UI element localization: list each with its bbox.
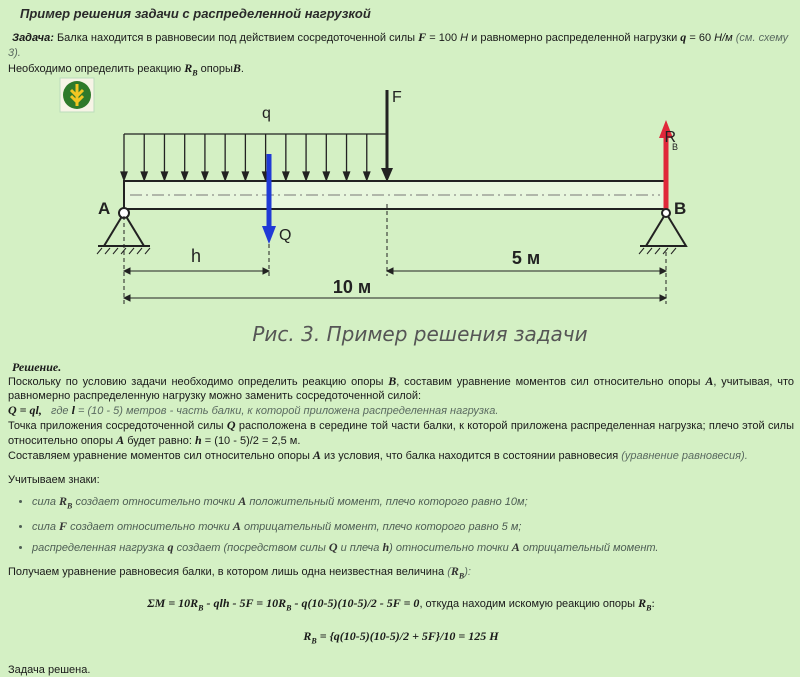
load-arrowhead	[141, 172, 147, 180]
page-title: Пример решения задачи с распределенной нагрузкой	[20, 6, 371, 21]
load-arrowhead	[242, 172, 248, 180]
load-arrowhead	[161, 172, 167, 180]
force-unit: Н	[460, 32, 469, 44]
force-value: = 100	[429, 32, 458, 44]
dimension-h: h	[190, 246, 202, 266]
equation-intro: Получаем уравнение равновесия балки, в котором лишь одна неизвестная величина $(R_B)$:	[8, 564, 471, 581]
load-unit: Н/м	[714, 32, 733, 44]
task-text: и равномерно распределенной нагрузки	[471, 32, 678, 44]
load-arrowhead	[182, 172, 188, 180]
load-arrowhead	[344, 172, 350, 180]
signs-heading: Учитываем знаки:	[8, 474, 100, 486]
load-value: = 60	[689, 32, 712, 44]
load-arrowhead	[303, 172, 309, 180]
solution-heading: Решение.	[12, 360, 62, 374]
force-symbol: F	[418, 30, 427, 44]
load-arrowhead	[222, 172, 228, 180]
label-R: R	[664, 129, 676, 146]
load-arrowhead	[364, 172, 370, 180]
load-arrowhead	[202, 172, 208, 180]
beam-diagram	[60, 76, 687, 352]
reaction-result: $R_B = \{q(10-5)(10-5)/2 + 5F\}/10 = 125$ Н	[303, 629, 499, 646]
task-text: Балка находится в равновесии под действием сосредоточенной силы	[56, 32, 416, 44]
label-A: A	[98, 199, 111, 218]
solution-paragraph-2: Точка приложения сосредоточенной силы Q расположена в середине той части балки, к которой приложена распределенная нагрузка; плечо этой силы относительно опоры A будет равно: h = (10 - 5)/2 = 2,5 м.	[8, 418, 794, 447]
signs-list	[20, 491, 794, 558]
task-text: Необходимо определить реакцию	[8, 63, 182, 75]
reaction-symbol: $R_B$	[184, 61, 198, 78]
task-statement: Задача: Балка находится в равновесии под действием сосредоточенной силы F = 100 Н и равномерно распределенной нагрузки q = 60 Н/м (см. схему 3). Необходимо определить реакцию $R_B$ опорыB.	[8, 30, 789, 78]
label-Q: Q	[279, 227, 292, 244]
load-arrowhead	[323, 172, 329, 180]
distributed-load	[121, 134, 390, 180]
label-B: B	[674, 199, 687, 218]
dimension-lines	[124, 204, 666, 304]
solution-paragraph-1: Поскольку по условию задачи необходимо определить реакцию опоры B, составим уравнение моментов сил относительно опоры A, учитывая, что равномерно распределенную нагрузку можно заменить сосредоточенной силой:	[8, 374, 794, 402]
load-equivalent-formula: Q = ql, где l = (10 - 5) метров - часть балки, к которой приложена распределенная нагрузка.	[8, 403, 499, 417]
solution-section	[8, 360, 794, 677]
label-q: q	[262, 105, 271, 122]
dimension-10m: 10 м	[332, 277, 372, 297]
list-item: • сила $R_B$ создает относительно точки A положительный момент, плечо которого равно 10м;	[32, 491, 794, 516]
support-symbol: B	[232, 61, 241, 75]
logo-icon	[60, 78, 94, 112]
moment-equation: $\Sigma M = 10R_B$ - qlh - $5F = 10R_B - q(10-5)(10-5)/2 - 5F = 0$, откуда находим искомую реакцию опоры $R_B$:	[147, 595, 655, 613]
load-symbol: q	[680, 30, 687, 44]
load-arrowhead	[283, 172, 289, 180]
task-text: опоры	[200, 63, 233, 75]
dimension-5m: 5 м	[511, 248, 541, 268]
list-item: • распределенная нагрузка q создает (посредством силы Q и плеча h) относительно точки A отрицательный момент.	[32, 537, 794, 558]
figure-caption: Рис. 3. Пример решения задачи	[252, 322, 588, 346]
task-label: Задача:	[12, 32, 54, 44]
label-R-sub: B	[671, 142, 678, 152]
load-arrowhead	[121, 172, 127, 180]
scheme-reference: (см. схему 3).	[8, 32, 789, 59]
list-item: • сила F создает относительно точки A отрицательный момент, плечо которого равно 5 м;	[32, 516, 794, 537]
conclusion: Задача решена.	[8, 663, 91, 676]
label-F: F	[392, 89, 402, 106]
solution-paragraph-3: Составляем уравнение моментов сил относительно опоры A из условия, что балка находится в состоянии равновесия (уравнение равновесия).	[8, 448, 748, 462]
